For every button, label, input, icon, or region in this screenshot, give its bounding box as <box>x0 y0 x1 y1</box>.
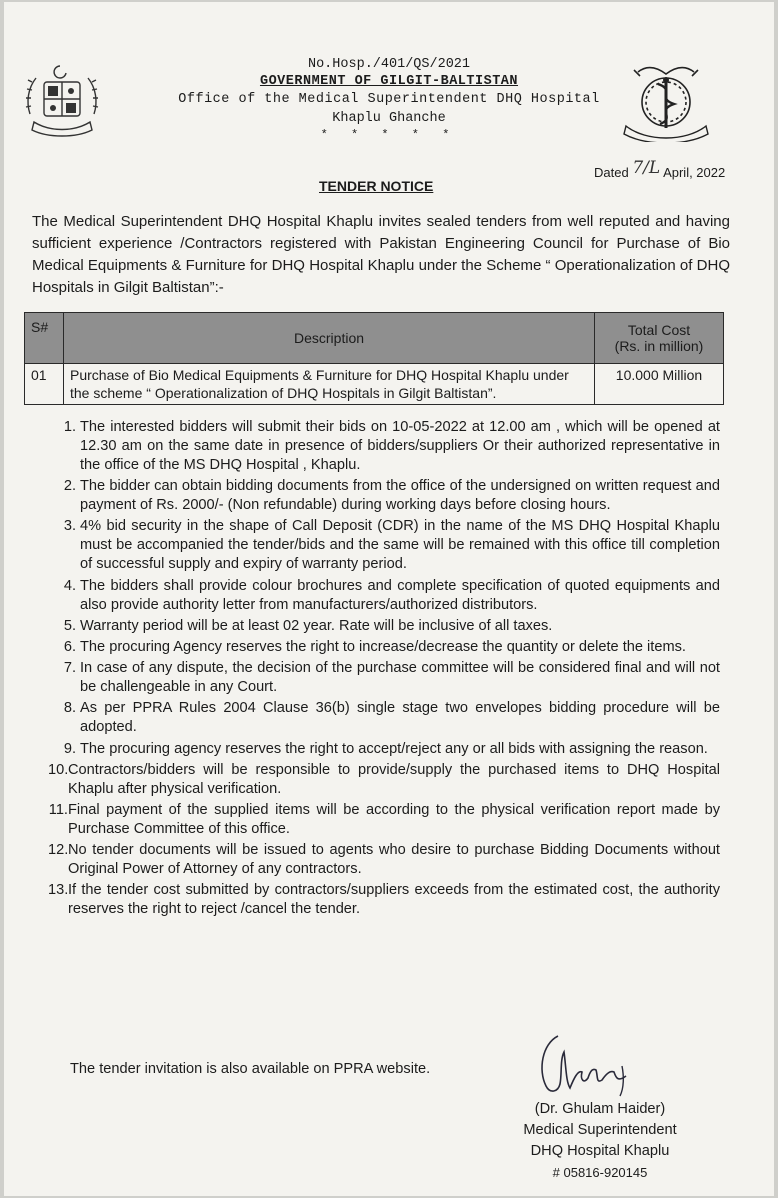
item-text: The bidders shall provide colour brochures and complete specification of quoted equipments and also provide authority letter from manufacturers/authorized distributors. <box>80 577 720 613</box>
item-number: 1. <box>63 419 76 435</box>
handwritten-day: 7/L <box>632 158 661 178</box>
tender-table <box>24 312 724 405</box>
item-text: 4% bid security in the shape of Call Deposit (CDR) in the name of the MS DHQ Hospital Khaplu must be accompanied the tender/bids and the same will be remained with this office till completion of successful supply and expiry of warranty period. <box>80 518 720 573</box>
signatory-name: (Dr. Ghulam Haider) <box>534 1101 666 1117</box>
list-item <box>50 517 720 574</box>
item-text: If the tender cost submitted by contractors/suppliers exceeds from the estimated cost, the authority reserves the right to reject /cancel the tender. <box>68 882 720 918</box>
ppra-footnote: The tender invitation is also available on PPRA website. <box>70 1061 431 1077</box>
list-item <box>50 801 720 839</box>
list-item <box>50 659 720 697</box>
government-heading-text: GOVERNMENT OF GILGIT-BALTISTAN <box>259 74 519 89</box>
list-item <box>50 477 720 515</box>
list-item <box>50 841 720 879</box>
item-number: 4. <box>63 577 76 594</box>
table-header-row <box>25 313 724 364</box>
item-number: 5. <box>63 617 76 634</box>
item-text: Warranty period will be at least 02 year. Rate will be inclusive of all taxes. <box>80 617 553 634</box>
date-prefix: Dated <box>594 165 629 180</box>
item-text: Contractors/bidders will be responsible to provide/supply the purchased items to DHQ Hospital Khaplu after physical verification. <box>68 761 720 797</box>
conditions-list <box>50 418 720 921</box>
item-number: 3. <box>63 518 76 535</box>
list-item <box>50 577 720 615</box>
page-title: TENDER NOTICE <box>319 178 434 194</box>
col-header-total-cost <box>595 313 724 364</box>
list-item <box>50 638 720 657</box>
district-heading: Khaplu Ghanche <box>332 111 446 126</box>
office-heading: Office of the Medical Superintendent DHQ Hospital <box>178 92 600 107</box>
header-stars: * * * * * <box>320 128 458 142</box>
signatory-phone: # 05816-920145 <box>552 1165 648 1180</box>
item-number: 8. <box>63 700 76 717</box>
signature-icon <box>536 1030 646 1100</box>
item-text: The procuring Agency reserves the right to increase/decrease the quantity or delete the items. <box>80 638 686 655</box>
col-header-description: Description <box>64 313 595 364</box>
item-number: 6. <box>63 638 76 655</box>
date-suffix: April, 2022 <box>663 165 726 180</box>
item-number: 13. <box>48 882 69 899</box>
government-heading <box>0 74 778 89</box>
signatory-office: DHQ Hospital Khaplu <box>530 1143 670 1159</box>
list-item <box>50 699 720 737</box>
item-text: The interested bidders will submit their bids on 10-05-2022 at 12.00 am , which will be opened at 12.30 am on the same date in presence of bidders/suppliers Or their authorized representative in the office of the MS DHQ Hospital , Khaplu. <box>80 419 720 473</box>
list-item <box>50 740 720 759</box>
item-text: The bidder can obtain bidding documents from the office of the undersigned on written request and payment of Rs. 2000/- (Non refundable) during working days before closing hours. <box>80 478 720 514</box>
cell-cost: 10.000 Million <box>595 364 724 405</box>
item-number: 12. <box>48 842 69 859</box>
signatory-designation: Medical Superintendent <box>523 1122 677 1138</box>
list-item <box>50 881 720 919</box>
item-number: 9. <box>63 740 76 757</box>
item-number: 10. <box>48 761 69 778</box>
item-number: 11. <box>48 801 68 818</box>
table-row <box>25 364 724 405</box>
item-number: 2. <box>63 478 76 495</box>
item-text: No tender documents will be issued to agents who desire to purchase Bidding Documents without Original Power of Attorney of any contractors. <box>68 842 720 878</box>
cell-description: Purchase of Bio Medical Equipments & Furniture for DHQ Hospital Khaplu under the scheme “ Operationalization of DHQ Hospitals in Gilgit Baltistan”. <box>64 364 595 405</box>
list-item <box>50 761 720 799</box>
item-text: As per PPRA Rules 2004 Clause 36(b) single stage two envelopes bidding procedure will be adopted. <box>80 700 720 736</box>
item-text: Final payment of the supplied items will be according to the physical verification report made by Purchase Committee of this office. <box>68 801 720 837</box>
list-item <box>50 617 720 636</box>
signatory-block <box>500 1099 700 1183</box>
col-header-total-cost-line1: Total Cost <box>627 322 691 338</box>
item-number: 7. <box>63 660 76 677</box>
date-line <box>594 158 726 182</box>
item-text: The procuring agency reserves the right to accept/reject any or all bids with assigning the reason. <box>80 740 708 757</box>
cell-sno: 01 <box>25 364 64 405</box>
intro-paragraph: The Medical Superintendent DHQ Hospital Khaplu invites sealed tenders from well reputed and having sufficient experience /Contractors registered with Pakistan Engineering Council for Purchase of Bio Medical Equipments & Furniture for DHQ Hospital Khaplu under the Scheme “ Operationalization of DHQ Hospitals in Gilgit Baltistan”:- <box>32 213 730 296</box>
item-text: In case of any dispute, the decision of the purchase committee will be considered final and will not be challengeable in any Court. <box>80 660 720 696</box>
col-header-total-cost-line2: (Rs. in million) <box>614 338 704 354</box>
reference-number: No.Hosp./401/QS/2021 <box>307 57 471 72</box>
list-item <box>50 418 720 475</box>
col-header-sno: S# <box>25 313 64 364</box>
